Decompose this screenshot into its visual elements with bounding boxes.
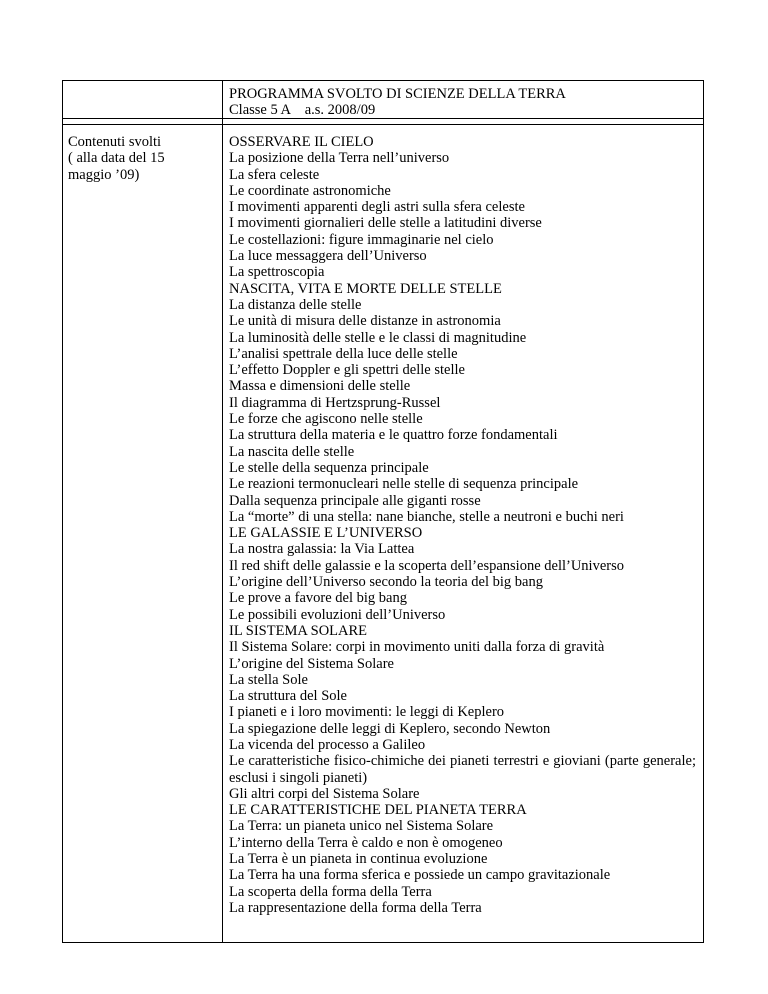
section-heading: IL SISTEMA SOLARE bbox=[229, 622, 368, 639]
topic-item: Il red shift delle galassie e la scoperta dell’espansione dell’Universo bbox=[229, 557, 624, 574]
body-row-top-rule bbox=[62, 124, 704, 125]
topic-item: La “morte” di una stella: nane bianche, stelle a neutroni e buchi neri bbox=[229, 508, 624, 525]
topic-item: La sfera celeste bbox=[229, 166, 320, 183]
topic-item: Le reazioni termonucleari nelle stelle di sequenza principale bbox=[229, 476, 579, 493]
topic-item: La posizione della Terra nell’universo bbox=[229, 150, 450, 167]
topic-item: La stella Sole bbox=[229, 671, 308, 688]
topic-item: L’interno della Terra è caldo e non è omogeneo bbox=[229, 834, 503, 851]
topic-item: Le caratteristiche fisico-chimiche dei pianeti terrestri e gioviani (parte generale; esclusi i singoli pianeti) bbox=[229, 753, 696, 786]
topic-item: Le costellazioni: figure immaginarie nel cielo bbox=[229, 231, 494, 248]
column-divider bbox=[222, 80, 223, 943]
topic-item: Il diagramma di Hertzsprung-Russel bbox=[229, 394, 441, 411]
topic-item: I movimenti apparenti degli astri sulla sfera celeste bbox=[229, 199, 525, 216]
topic-item: La scoperta della forma della Terra bbox=[229, 883, 432, 900]
table-border-bottom bbox=[62, 942, 704, 943]
topic-item: Gli altri corpi del Sistema Solare bbox=[229, 785, 420, 802]
topic-item: Massa e dimensioni delle stelle bbox=[229, 378, 411, 395]
topic-item: La rappresentazione della forma della Terra bbox=[229, 899, 482, 916]
topic-item: La luce messaggera dell’Universo bbox=[229, 248, 427, 265]
contents-label-line-2: ( alla data del 15 bbox=[68, 150, 165, 167]
topic-item: Le coordinate astronomiche bbox=[229, 182, 391, 199]
topic-item: La Terra: un pianeta unico nel Sistema Solare bbox=[229, 818, 494, 835]
topic-item: La distanza delle stelle bbox=[229, 296, 362, 313]
table-border-left bbox=[62, 80, 63, 943]
topic-item: L’analisi spettrale della luce delle stelle bbox=[229, 345, 458, 362]
topic-item: I pianeti e i loro movimenti: le leggi di Keplero bbox=[229, 704, 505, 721]
topic-item: La struttura della materia e le quattro forze fondamentali bbox=[229, 427, 558, 444]
topic-item: I movimenti giornalieri delle stelle a latitudini diverse bbox=[229, 215, 542, 232]
topic-item: La struttura del Sole bbox=[229, 688, 347, 705]
section-heading: LE CARATTERISTICHE DEL PIANETA TERRA bbox=[229, 802, 527, 819]
topic-item: La luminosità delle stelle e le classi di magnitudine bbox=[229, 329, 527, 346]
topic-item: Il Sistema Solare: corpi in movimento uniti dalla forza di gravità bbox=[229, 639, 605, 656]
program-table bbox=[62, 80, 704, 943]
contents-label-cell bbox=[68, 134, 218, 183]
topic-item: La spettroscopia bbox=[229, 264, 325, 281]
contents-label-line-1: Contenuti svolti bbox=[68, 134, 162, 150]
topic-item: Le prove a favore del big bang bbox=[229, 590, 407, 607]
section-heading: NASCITA, VITA E MORTE DELLE STELLE bbox=[229, 280, 502, 297]
topic-item: La spiegazione delle leggi di Keplero, secondo Newton bbox=[229, 720, 551, 737]
topic-item: L’origine del Sistema Solare bbox=[229, 655, 394, 672]
contents-label-line-3: maggio ’09) bbox=[68, 166, 140, 183]
section-heading: LE GALASSIE E L’UNIVERSO bbox=[229, 525, 423, 542]
topic-item: Le forze che agiscono nelle stelle bbox=[229, 411, 423, 428]
table-border-top bbox=[62, 80, 704, 81]
topic-item: Le possibili evoluzioni dell’Universo bbox=[229, 606, 446, 623]
topic-item: La nascita delle stelle bbox=[229, 443, 355, 460]
section-heading: OSSERVARE IL CIELO bbox=[229, 134, 374, 150]
topic-item: Le stelle della sequenza principale bbox=[229, 459, 429, 476]
topic-item: La nostra galassia: la Via Lattea bbox=[229, 541, 415, 558]
topic-item: La Terra è un pianeta in continua evoluzione bbox=[229, 851, 488, 868]
topic-item: La vicenda del processo a Galileo bbox=[229, 736, 426, 753]
document-title: PROGRAMMA SVOLTO DI SCIENZE DELLA TERRA bbox=[229, 86, 566, 102]
topic-item: La Terra ha una forma sferica e possiede un campo gravitazionale bbox=[229, 867, 611, 884]
topic-item: L’origine dell’Universo secondo la teoria del big bang bbox=[229, 574, 543, 591]
topic-item: L’effetto Doppler e gli spettri delle stelle bbox=[229, 362, 465, 379]
topic-item: Le unità di misura delle distanze in astronomia bbox=[229, 313, 501, 330]
header-cell bbox=[229, 86, 566, 119]
table-border-right bbox=[703, 80, 704, 943]
class-year-line: Classe 5 A a.s. 2008/09 bbox=[229, 102, 376, 119]
topics-list bbox=[229, 134, 696, 916]
topic-item: Dalla sequenza principale alle giganti rosse bbox=[229, 492, 481, 509]
